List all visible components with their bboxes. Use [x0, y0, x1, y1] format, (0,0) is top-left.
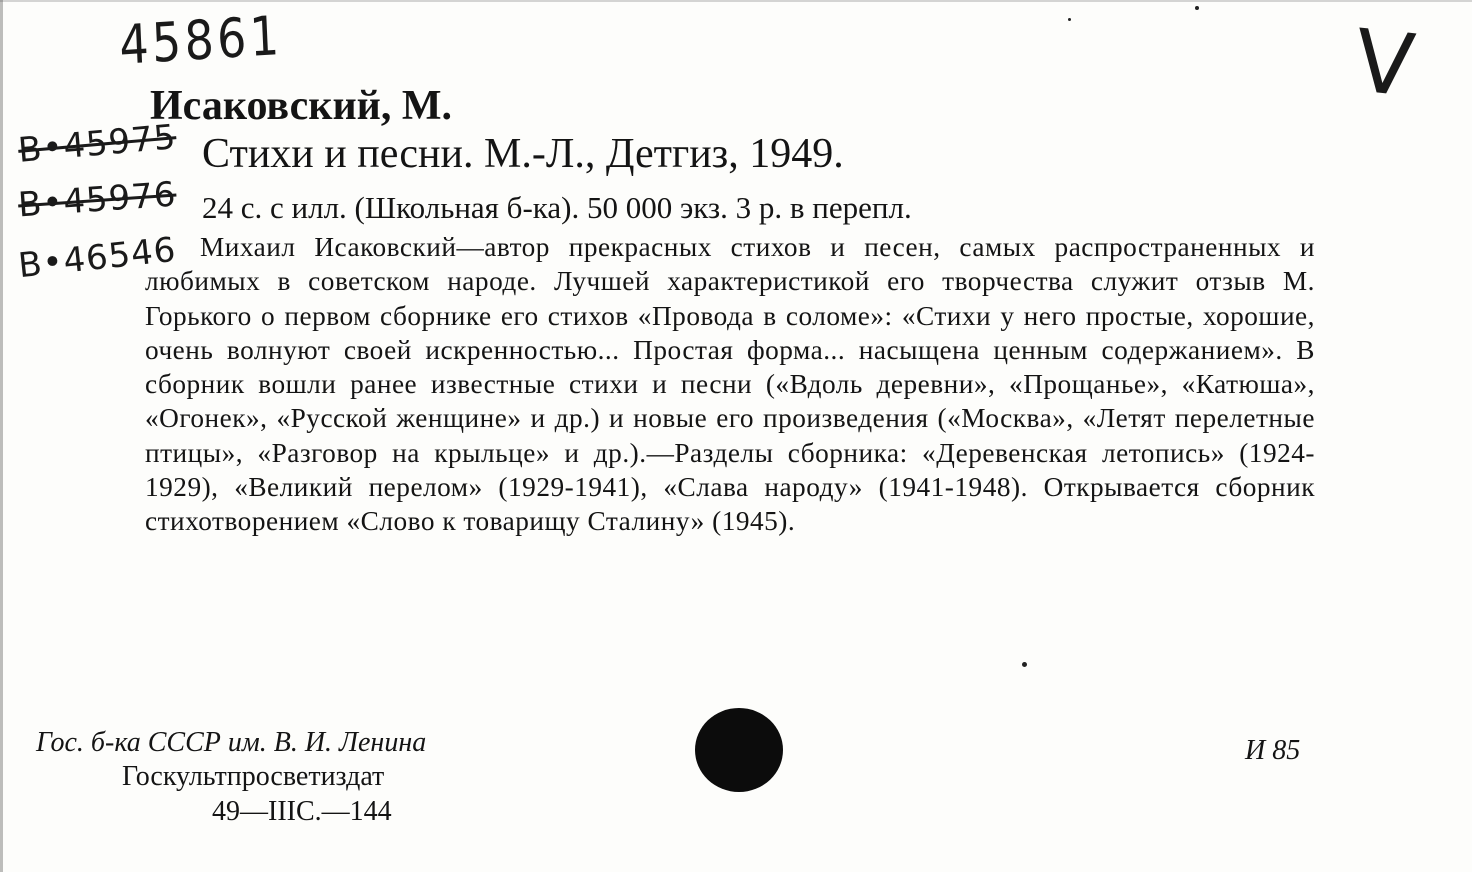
record-author: Исаковский, М. [150, 83, 452, 129]
card-left-edge [0, 0, 3, 872]
footer-catalog-code: И 85 [1245, 735, 1301, 766]
footer-library: Гос. б-ка СССР им. В. И. Ленина [36, 727, 427, 758]
record-annotation: Михаил Исаковский—автор прекрасных стихов и песен, самых распространенных и любимых в советском народе. Лучшей характеристикой его творчества служит отзыв М. Горького о первом сборнике его стихов «Провода в соломе»: «Стихи у него простые, хорошие, очень волнуют своей искренностью... Простая форма... насыщена ценным содержанием». В сборник вошли ранее известные стихи и песни («Вдоль деревни», «Прощанье», «Катюша», «Огонек», «Русской женщине» и др.) и новые его произведения («Москва», «Летят перелетные птицы», «Разговор на крыльце» и др.).—Разделы сборника: «Деревенская летопись» (1924-1929), «Великий перелом» (1929-1941), «Слава народу» (1941-1948). Открывается сборник стихотворением «Слово к товарищу Сталину» (1945). [145, 232, 1315, 537]
handwritten-checkmark: V [1349, 11, 1419, 117]
handwritten-inventory-number: 45861 [118, 3, 284, 77]
footer-print-code: 49—IIIС.—144 [212, 796, 392, 827]
ink-speck [1068, 18, 1071, 21]
record-imprint: 24 с. с илл. (Школьная б-ка). 50 000 экз. 3 р. в перепл. [202, 190, 912, 225]
handwritten-shelf-mark-3: B•46546 [16, 229, 179, 287]
card-top-edge [0, 0, 1472, 2]
ink-speck [1195, 6, 1199, 10]
ink-speck [1022, 662, 1027, 667]
footer-publisher: Госкультпросветиздат [122, 761, 385, 792]
card-punch-hole [695, 708, 783, 792]
record-title: Стихи и песни. М.-Л., Детгиз, 1949. [202, 131, 844, 177]
handwritten-shelf-mark-1: B•45975 [16, 117, 178, 171]
handwritten-shelf-mark-2: B•45976 [16, 174, 178, 226]
